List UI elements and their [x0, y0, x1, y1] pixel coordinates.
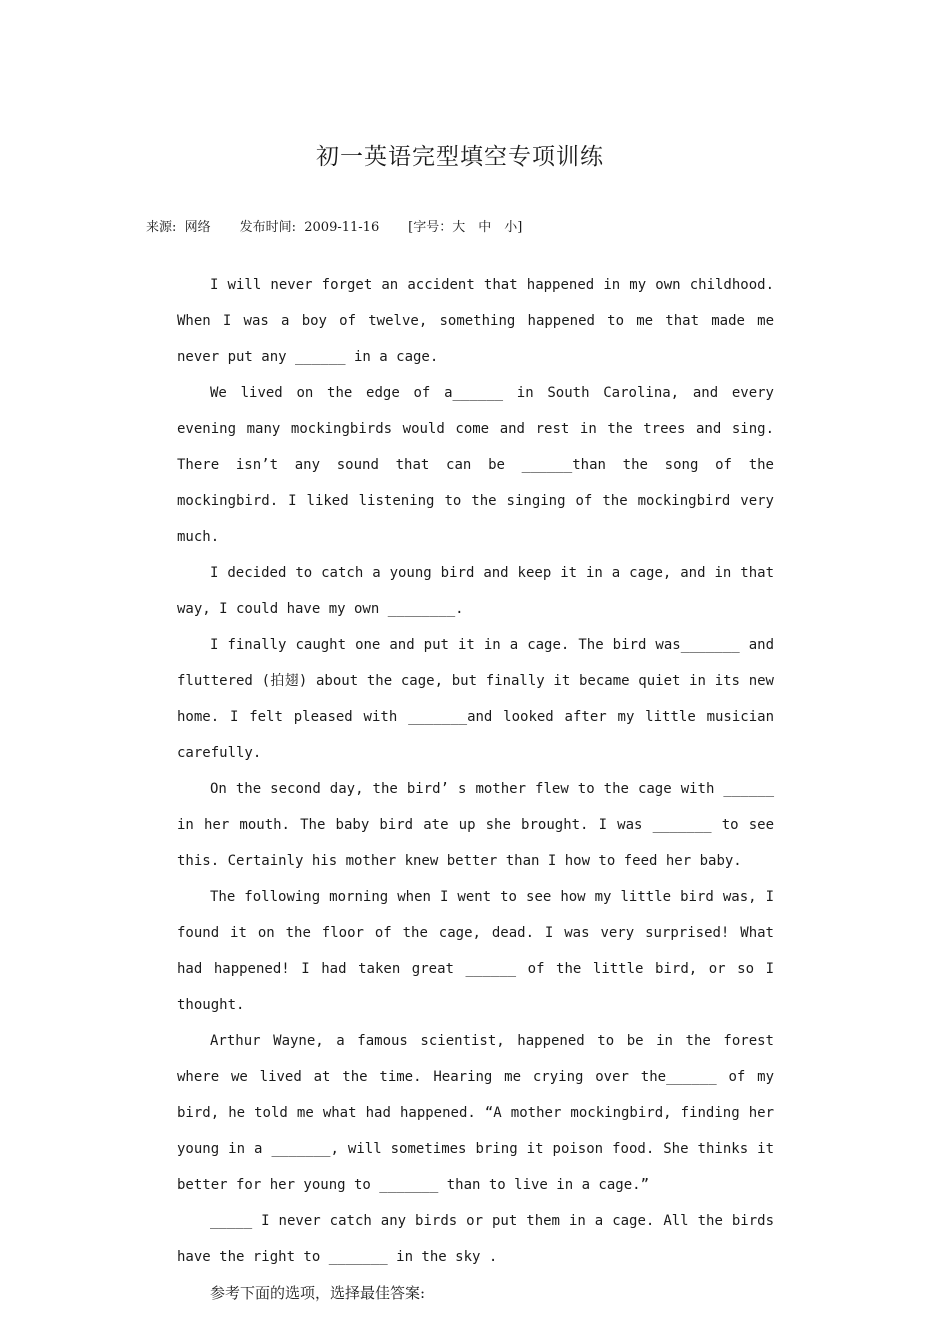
source-value: 网络 — [184, 220, 211, 235]
paragraph-5: On the second day, the bird’ s mother flew to the cage with ______ in her mouth. The baby bird ate up she brought. I was _______ to see this. Certainly his mother knew better than I how to feed her baby. — [177, 781, 774, 869]
paragraph-6: The following morning when I went to see how my little bird was, I found it on the floor of the cage, dead. I was very surprised! What had happened! I had taken great ______ of the little bird, or so I thought. — [177, 889, 774, 1013]
article-body — [177, 267, 774, 1311]
paragraph-7: Arthur Wayne, a famous scientist, happened to be in the forest where we lived at the time. Hearing me crying over the______ of my bird, he told me what had happened. “A mother mockingbird, finding her young in a _______, will sometimes bring it poison food. She thinks it better for her young to _______ than to live in a cage.” — [177, 1033, 774, 1193]
paragraph-3: I decided to catch a young bird and keep it in a cage, and in that way, I could have my own ________. — [177, 565, 774, 617]
article-meta — [146, 216, 522, 235]
paragraph-8: _____ I never catch any birds or put them in a cage. All the birds have the right to _______ in the sky . — [177, 1213, 774, 1265]
paragraph-1: I will never forget an accident that happened in my own childhood. When I was a boy of twelve, something happened to me that made me never put any ______ in a cage. — [177, 277, 774, 365]
publish-date-value: 2009-11-16 — [304, 220, 380, 235]
font-size-selector[interactable]: [字号：大 中 小] — [408, 220, 523, 235]
page-title: 初一英语完型填空专项训练 — [316, 144, 604, 170]
paragraph-2: We lived on the edge of a______ in South Carolina, and every evening many mockingbirds would come and rest in the trees and sing. There isn’t any sound that can be ______than the song of the mockingbird. I liked listening to the singing of the mockingbird very much. — [177, 385, 774, 545]
publish-date-label: 发布时间: — [239, 220, 296, 235]
source-label: 来源: — [146, 220, 177, 235]
answer-prompt: 参考下面的选项，选择最佳答案: — [210, 1284, 426, 1302]
paragraph-4: I finally caught one and put it in a cage. The bird was_______ and fluttered (拍翅) about the cage, but finally it became quiet in its new home. I felt pleased with _______and looked after my little musician carefully. — [177, 637, 774, 761]
